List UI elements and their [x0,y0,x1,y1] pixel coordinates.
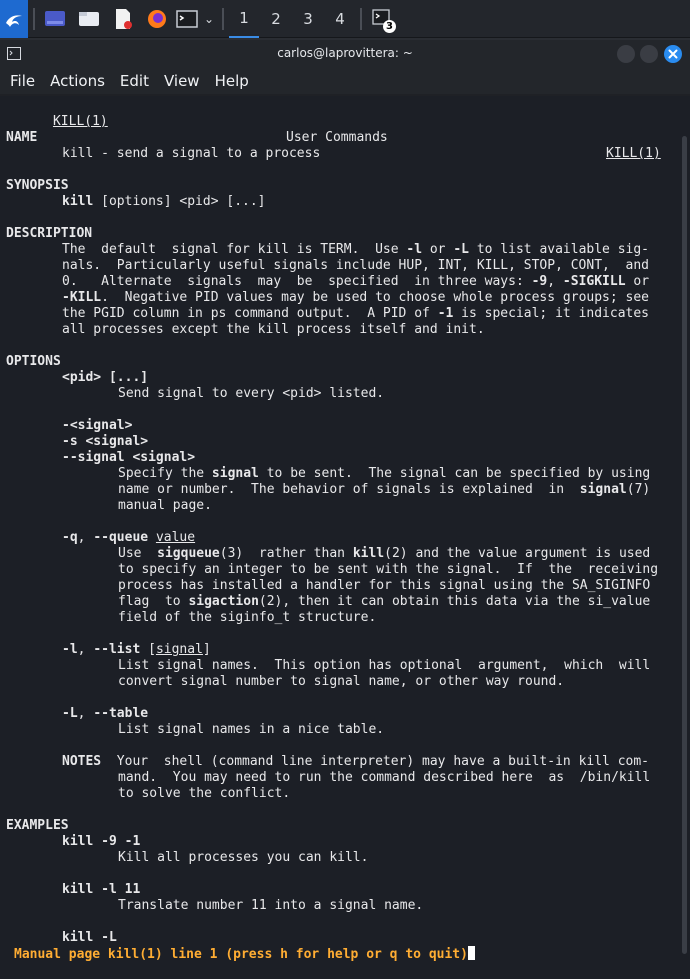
flag-sigkill: -SIGKILL [562,274,626,289]
text-span: name or number. The behavior of signals is explained in [118,482,580,497]
text-span: or [625,274,650,289]
man-header-right: KILL(1) [606,146,661,161]
window-title: carlos@laprovittera: ~ [277,46,413,60]
option-queue [62,530,195,546]
text-span: , [77,530,94,545]
kali-menu-button[interactable] [0,0,28,38]
text-span: (2), then it can obtain this data via the si_value [258,594,651,609]
firefox-button[interactable] [144,0,170,38]
workspace-4[interactable]: 4 [335,10,345,28]
section-name-heading: NAME [6,130,38,145]
terminal-icon [176,10,198,28]
text-span: flag to [118,594,189,609]
menu-view[interactable]: View [163,72,200,90]
section-options-heading: OPTIONS [6,354,61,369]
text-span: to list available sig- [469,242,650,257]
description-line [62,274,649,290]
taskbar-separator [360,8,362,30]
option-queue-desc: to specify an integer to be sent with the signal. If the receiving [118,562,659,577]
flag-kill: -KILL [62,290,102,305]
option-table: -L, --table [62,706,149,721]
option-list-desc: List signal names. This option has optional argument, which will [118,658,651,673]
taskbar [0,0,690,38]
text-span: (2) and the value argument is used [384,546,651,561]
flag-minus-1: -1 [437,306,454,321]
pager-status-text: Manual page kill(1) line 1 (press h for help or q to quit) [14,947,468,962]
example-command: kill -L [62,930,117,945]
menu-actions[interactable]: Actions [50,72,105,90]
menu-help[interactable]: Help [214,72,249,90]
minimize-button[interactable] [617,45,635,63]
man-header-left: KILL(1) [52,114,108,129]
flag-table: --table [93,706,149,721]
option-queue-desc: field of the siginfo_t structure. [118,610,377,625]
example-desc: Translate number 11 into a signal name. [118,898,424,913]
flag-list: --list [93,642,141,657]
terminal-taskbar-entry[interactable] [367,0,397,38]
flag-L: -L [453,242,469,257]
synopsis-command: kill [62,194,94,209]
section-examples-heading: EXAMPLES [6,818,69,833]
option-queue-desc: process has installed a handler for this signal using the SA_SIGINFO [118,578,651,593]
text-span: signal [211,466,259,481]
text-span: . Negative PID values may be used to choose whole process groups; see [101,290,650,305]
terminal-content[interactable] [0,96,690,979]
option-queue-desc [118,546,650,562]
text-span: sigqueue [157,546,220,561]
text-span: The default signal for kill is TERM. Use [62,242,407,257]
kali-dragon-icon [3,8,25,30]
flag-9: -9 [531,274,548,289]
section-description-heading: DESCRIPTION [6,226,93,241]
scrollbar-thumb[interactable] [682,136,687,954]
menu-file[interactable]: File [10,72,36,90]
text-span: , [547,274,563,289]
option-list-desc: convert signal number to signal name, or other way round. [118,674,565,689]
arg-value: value [155,530,196,545]
section-synopsis-heading: SYNOPSIS [6,178,69,193]
notes-line: to solve the conflict. [118,786,291,801]
text-span: Your shell (command line interpreter) may have a built-in kill com- [101,754,650,769]
workspace-2[interactable]: 2 [271,10,281,28]
desktop-icon [44,10,66,28]
text-span: Specify the [118,466,212,481]
man-header-center: User Commands [286,130,388,145]
option-signal-desc: manual page. [118,498,212,513]
notes-label: NOTES [62,754,102,769]
example-command: kill -l 11 [62,882,141,897]
text-span: to be sent. The signal can be specified by using [258,466,651,481]
text-span: kill [352,546,385,561]
flag-l: -l [406,242,423,257]
menu-edit[interactable]: Edit [119,72,149,90]
text-span: (7) [626,482,651,497]
text-span: (3) rather than [219,546,353,561]
workspace-1[interactable]: 1 [229,0,259,38]
show-desktop-button[interactable] [42,0,68,38]
synopsis-line [62,194,266,210]
chevron-down-icon[interactable]: ⌄ [203,12,215,26]
option-signal-desc [118,466,650,482]
pager-status-line [14,946,475,963]
taskbar-separator [222,8,224,30]
man-header [6,98,662,178]
description-line [62,242,649,258]
description-line [62,306,649,322]
scrollbar[interactable] [682,96,688,976]
text-span: Use [118,546,158,561]
option-signal-desc [118,482,650,498]
menu-bar [0,68,690,94]
folder-icon [78,10,100,28]
notes-line [62,754,649,770]
text-span: sigaction [188,594,259,609]
close-icon [664,45,682,63]
option-table-desc: List signal names in a nice table. [118,722,385,737]
example-command: kill -9 -1 [62,834,141,849]
close-button[interactable] [664,45,682,63]
example-desc: Kill all processes you can kill. [118,850,369,865]
text-editor-button[interactable] [110,0,136,38]
option-pid: <pid> [...] [62,370,149,385]
name-text: kill - send a signal to a process [62,146,321,161]
flag-l: -l [62,642,78,657]
text-span: is special; it indicates [453,306,650,321]
notes-line: mand. You may need to run the command described here as /bin/kill [118,770,651,785]
text-span: or [422,242,454,257]
window-titlebar[interactable] [0,40,690,68]
workspace-3[interactable]: 3 [303,10,313,28]
terminal-launcher-button[interactable] [175,0,199,38]
firefox-icon [146,8,168,30]
option-signal-long: --signal <signal> [62,450,196,465]
terminal-cursor [468,946,475,960]
window-count-badge: 3 [383,20,396,33]
option-list: -l, --list [signal] [62,642,211,657]
terminal-window [0,40,690,979]
option-signal-short: -<signal> [62,418,133,433]
arg-signal: signal [155,642,203,657]
file-manager-button[interactable] [76,0,102,38]
maximize-button[interactable] [640,45,658,63]
option-queue-desc [118,594,650,610]
flag-L: -L [62,706,78,721]
description-line: nals. Particularly useful signals include HUP, INT, KILL, STOP, CONT, and [62,258,649,273]
option-pid-desc: Send signal to every <pid> listed. [118,386,385,401]
text-span: signal [579,482,627,497]
text-span: 0. Alternate signals may be specified in three ways: [62,274,532,289]
option-s-signal: -s <signal> [62,434,149,449]
synopsis-args: [options] <pid> [...] [93,194,266,209]
description-line [62,290,649,306]
description-line: all processes except the kill process itself and init. [62,322,485,337]
taskbar-separator [33,8,35,30]
text-editor-icon [113,8,133,30]
flag-queue: --queue [93,530,149,545]
flag-q: -q [62,530,78,545]
text-span: the PGID column in ps command output. A PID of [62,306,438,321]
